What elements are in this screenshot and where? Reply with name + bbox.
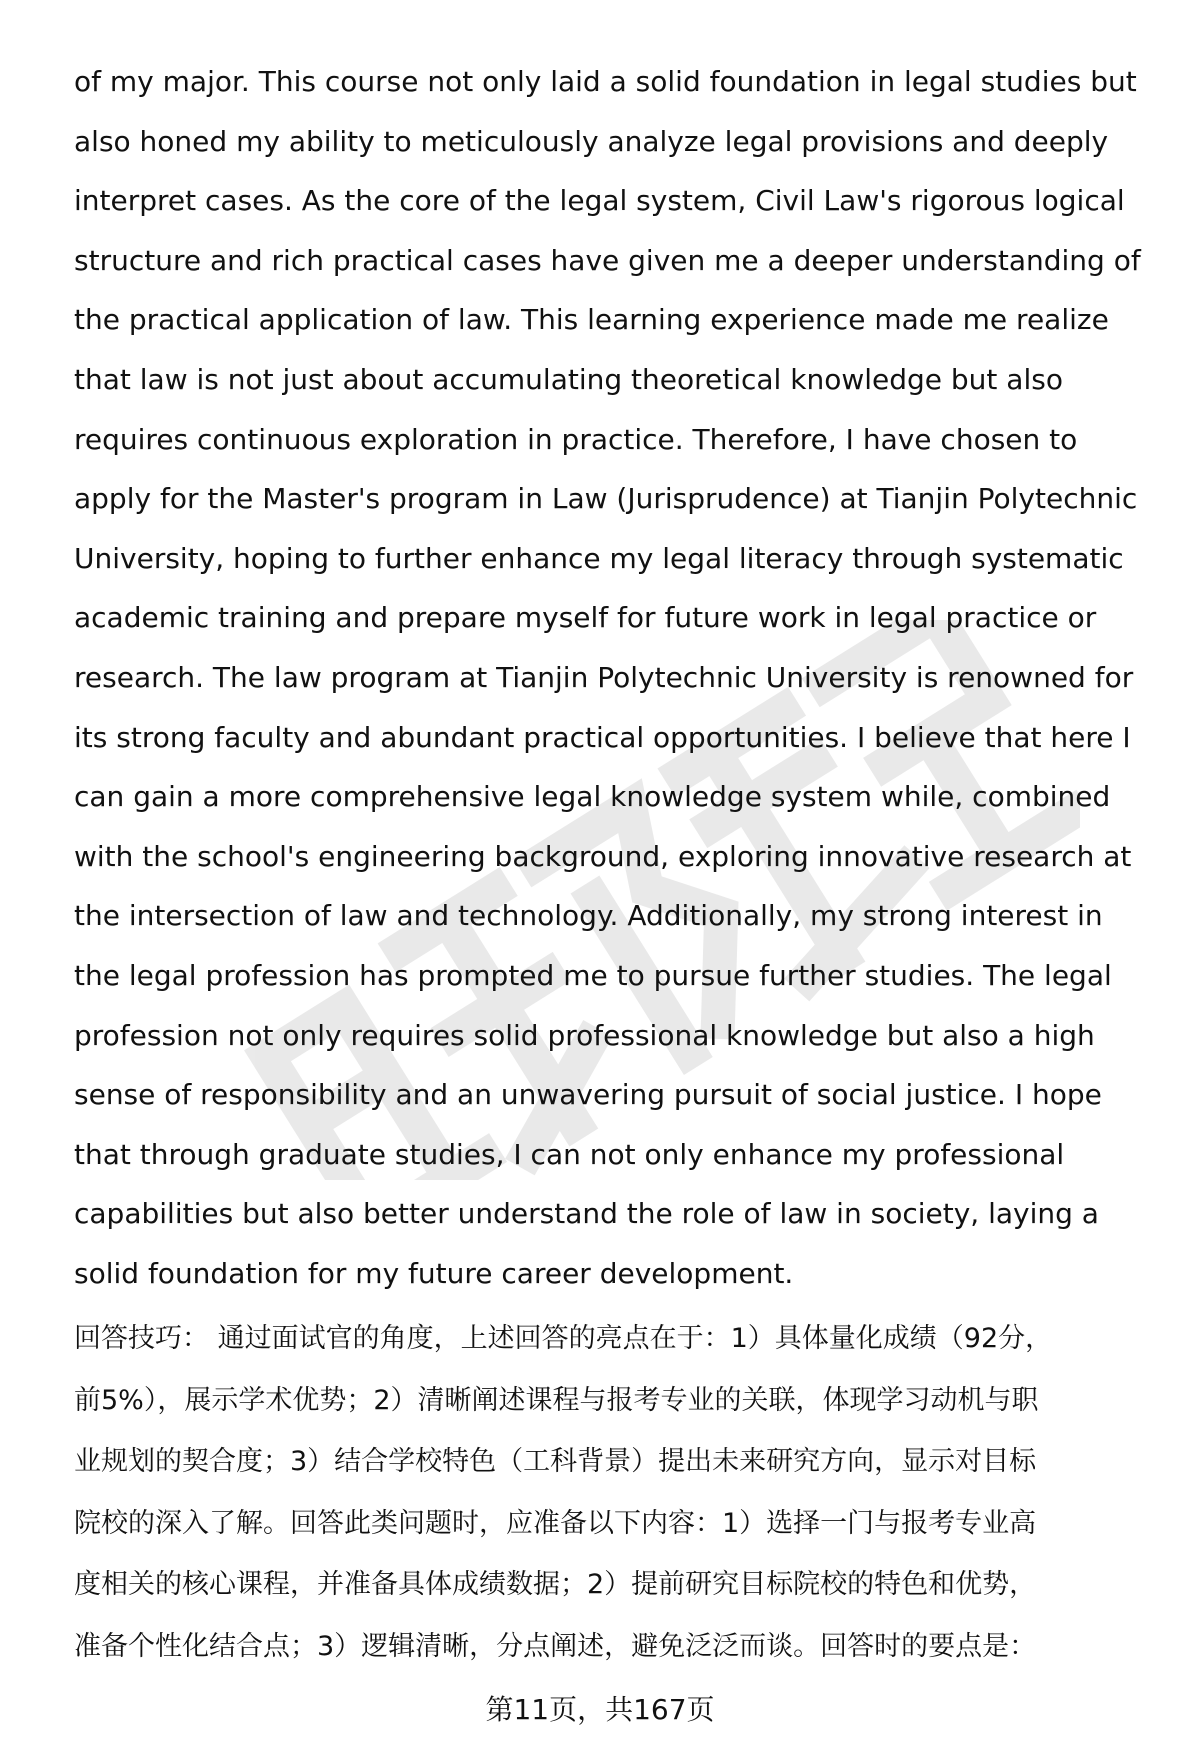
text-line: University, hoping to further enhance my legal literacy through systematic: [74, 541, 1124, 575]
text-line: can gain a more comprehensive legal knowledge system while, combined: [74, 780, 1111, 814]
english-answer-paragraph: [74, 52, 1164, 1303]
text-line: that through graduate studies, I can not only enhance my professional: [74, 1137, 1065, 1171]
text-line: requires continuous exploration in practice. Therefore, I have chosen to: [74, 422, 1078, 456]
text-line: the intersection of law and technology. Additionally, my strong interest in: [74, 899, 1103, 933]
text-line: 度相关的核心课程，并准备具体成绩数据；2）提前研究目标院校的特色和优势，: [74, 1569, 1037, 1601]
text-line: with the school's engineering background, exploring innovative research at: [74, 839, 1132, 873]
text-line: academic training and prepare myself for future work in legal practice or: [74, 601, 1097, 635]
answer-tips-paragraph: [74, 1308, 1164, 1678]
text-line: 回答技巧： 通过面试官的角度，上述回答的亮点在于：1）具体量化成绩（92分，: [74, 1323, 1053, 1354]
text-line: the practical application of law. This learning experience made me realize: [74, 303, 1109, 337]
text-line: also honed my ability to meticulously analyze legal provisions and deeply: [74, 124, 1109, 158]
text-line: apply for the Master's program in Law (Jurisprudence) at Tianjin Polytechnic: [74, 482, 1138, 516]
text-line: profession not only requires solid professional knowledge but also a high: [74, 1018, 1095, 1052]
text-line: interpret cases. As the core of the legal system, Civil Law's rigorous logical: [74, 184, 1125, 218]
text-line: 院校的深入了解。回答此类问题时，应准备以下内容：1）选择一门与报考专业高: [74, 1507, 1037, 1539]
text-line: its strong faculty and abundant practical opportunities. I believe that here I: [74, 720, 1131, 754]
text-line: capabilities but also better understand the role of law in society, laying a: [74, 1197, 1099, 1231]
text-line: research. The law program at Tianjin Polytechnic University is renowned for: [74, 660, 1134, 694]
text-line: 业规划的契合度；3）结合学校特色（工科背景）提出未来研究方向，显示对目标: [74, 1446, 1037, 1478]
text-line: structure and rich practical cases have given me a deeper understanding of: [74, 243, 1141, 277]
text-line: 前5%），展示学术优势；2）清晰阐述课程与报考专业的关联，体现学习动机与职: [74, 1384, 1039, 1416]
page-number-footer: 第11页，共167页: [485, 1693, 715, 1726]
text-line: solid foundation for my future career development.: [74, 1256, 794, 1290]
text-line: 准备个性化结合点；3）逻辑清晰，分点阐述，避免泛泛而谈。回答时的要点是：: [74, 1630, 1037, 1662]
text-line: sense of responsibility and an unwavering pursuit of social justice. I hope: [74, 1078, 1102, 1112]
text-line: of my major. This course not only laid a solid foundation in legal studies but: [74, 65, 1137, 98]
text-line: the legal profession has prompted me to pursue further studies. The legal: [74, 958, 1112, 992]
text-line: that law is not just about accumulating theoretical knowledge but also: [74, 362, 1063, 396]
